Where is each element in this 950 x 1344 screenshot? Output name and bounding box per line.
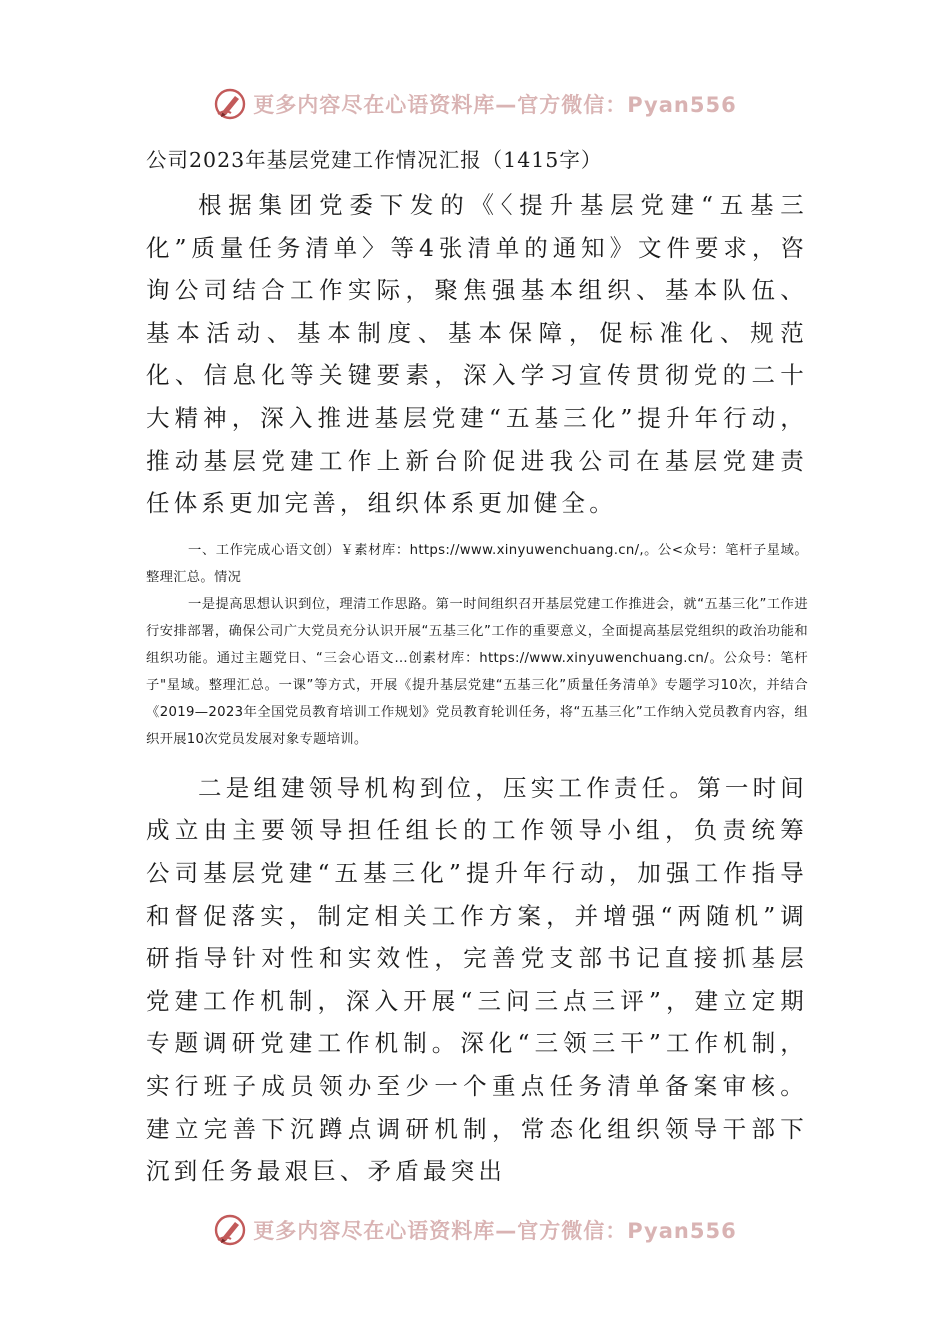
point-one-paragraph: 一是提高思想认识到位，理清工作思路。第一时间组织召开基层党建工作推进会，就“五基三化”工作进行安排部署，确保公司广大党员充分认识开展“五基三化”工作的重要意义，全面提高基层党组织的政治功能和组织功能。通过主题党日、“三会心语文…创素材库：https://www.xinyuwenchuang.cn/。公众号：笔杆子"星域。整理汇总。一课”等方式，开展《提升基层党建“五基三化”质量任务清单》专题学习10次，并结合《2019—2023年全国党员教育培训工作规划》党员教育轮训任务，将“五基三化”工作纳入党员教育内容，组织开展10次党员发展对象专题培训。 bbox=[146, 596, 808, 747]
pen-logo-icon bbox=[213, 1213, 247, 1247]
document-title: 公司2023年基层党建工作情况汇报（1415字） bbox=[146, 148, 603, 172]
header-banner bbox=[0, 82, 950, 126]
section-heading-paragraph: 一、工作完成心语文创）￥素材库：https://www.xinyuwenchuang.cn/,。公<众号：笔杆子星域。整理汇总。情况 bbox=[146, 542, 808, 585]
banner-text: 更多内容尽在心语资料库—官方微信：Pyan556 bbox=[253, 93, 737, 117]
pen-logo-icon bbox=[213, 87, 247, 121]
footer-banner bbox=[0, 1208, 950, 1252]
point-two-paragraph: 二是组建领导机构到位，压实工作责任。第一时间成立由主要领导担任组长的工作领导小组，负责统筹公司基层党建“五基三化”提升年行动，加强工作指导和督促落实，制定相关工作方案，并增强“两随机”调研指导针对性和实效性，完善党支部书记直接抓基层党建工作机制，深入开展“三问三点三评”，建立定期专题调研党建工作机制。深化“三领三干”工作机制，实行班子成员领办至少一个重点任务清单备案审核。建立完善下沉蹲点调研机制，常态化组织领导干部下沉到任务最艰巨、矛盾最突出 bbox=[146, 773, 808, 1186]
document-body bbox=[146, 140, 808, 1193]
banner-text: 更多内容尽在心语资料库—官方微信：Pyan556 bbox=[253, 1219, 737, 1243]
intro-paragraph: 根据集团党委下发的《〈提升基层党建“五基三化”质量任务清单〉等4张清单的通知》文件要求，咨询公司结合工作实际，聚焦强基本组织、基本队伍、基本活动、基本制度、基本保障，促标准化、规范化、信息化等关键要素，深入学习宣传贯彻党的二十大精神，深入推进基层党建“五基三化”提升年行动，推动基层党建工作上新台阶促进我公司在基层党建责任体系更加完善，组织体系更加健全。 bbox=[146, 191, 808, 518]
